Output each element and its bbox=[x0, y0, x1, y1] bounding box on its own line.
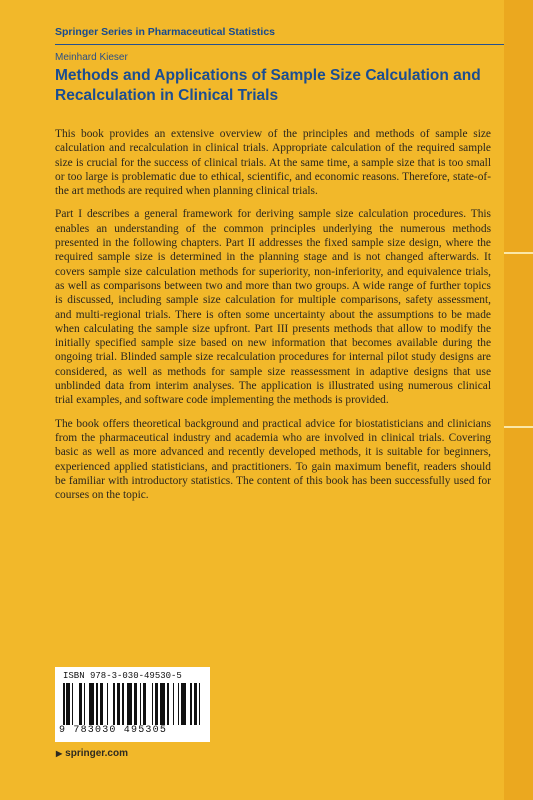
isbn-barcode bbox=[55, 667, 210, 742]
barcode-bar bbox=[127, 683, 132, 725]
publisher-website[interactable] bbox=[56, 748, 128, 759]
arrow-right-icon: ▶ bbox=[56, 749, 63, 758]
book-title-line: Methods and Applications of Sample Size Calculation and bbox=[55, 67, 481, 84]
header-rule bbox=[55, 44, 504, 45]
book-title-line: Recalculation in Clinical Trials bbox=[55, 87, 279, 104]
website-label: springer.com bbox=[65, 748, 128, 759]
barcode-bar bbox=[194, 683, 197, 725]
barcode-bar bbox=[173, 683, 175, 725]
barcode-bar bbox=[178, 683, 180, 725]
barcode-bar bbox=[100, 683, 103, 725]
barcode-bar bbox=[160, 683, 165, 725]
barcode-bar bbox=[66, 683, 69, 725]
barcode-bar bbox=[190, 683, 192, 725]
blurb-text bbox=[55, 127, 491, 511]
book-title bbox=[55, 66, 495, 106]
barcode-digits: 9 783030 495305 bbox=[59, 725, 168, 736]
barcode-bar bbox=[79, 683, 82, 725]
strip-band bbox=[504, 426, 533, 428]
barcode-bar bbox=[107, 683, 109, 725]
barcode-bar bbox=[89, 683, 94, 725]
barcode-bar bbox=[134, 683, 137, 725]
barcode-bar bbox=[117, 683, 120, 725]
barcode-bar bbox=[63, 683, 65, 725]
barcode-bar bbox=[72, 683, 74, 725]
barcode-bar bbox=[155, 683, 158, 725]
barcode-bar bbox=[167, 683, 169, 725]
barcode-bar bbox=[84, 683, 86, 725]
isbn-label: ISBN 978-3-030-49530-5 bbox=[63, 671, 182, 681]
author-name: Meinhard Kieser bbox=[55, 52, 128, 63]
series-title: Springer Series in Pharmaceutical Statistics bbox=[55, 26, 276, 38]
blurb-paragraph: The book offers theoretical background and practical advice for biostatisticians and clinicians from the pharmaceutical industry and academia who are involved in clinical trials. Covering basic as well as more advanced and recently developed methods, it is suitable for beginners, experienced applied statisticians, and practitioners. To gain maximum benefit, readers should be familiar with introductory statistics. The content of this book has been successfully used for courses on the topic. bbox=[55, 417, 491, 502]
barcode-bar bbox=[199, 683, 201, 725]
side-color-strip bbox=[504, 0, 533, 800]
blurb-paragraph: This book provides an extensive overview of the principles and methods of sample size calculation and recalculation in clinical trials. Appropriate calculation of the required sample size is crucial for the success of clinical trials. At the same time, a sample size that is too small or too large is problematic due to ethical, scientific, and economic reasons. Therefore, state-of-the art methods are required when planning clinical trials. bbox=[55, 128, 491, 198]
barcode-bar bbox=[152, 683, 154, 725]
barcode-bars bbox=[63, 683, 204, 725]
barcode-bar bbox=[143, 683, 146, 725]
blurb-paragraph: Part I describes a general framework for deriving sample size calculation procedures. This enables an understanding of the common principles underlying the numerous methods presented in the following chapters. Part II addresses the fixed sample size design, where the required sample size is determined in the planning stage and is not changed afterwards. It covers sample size calculation methods for superiority, non-inferiority, and equivalence trials, as well as comparisons between two and more than two groups. A wide range of further topics is discussed, including sample size calculation for multiple comparisons, safety assessment, and multi-regional trials. There is often some uncertainty about the assumptions to be made when calculating the sample size upfront. Part III presents methods that allow to modify the initially specified sample size based on new information that becomes available during the ongoing trial. Blinded sample size recalculation procedures for internal pilot study designs are considered, as well as methods for sample size reassessment in adaptive designs that use unblinded data from interim analyses. The application is illustrated using numerous clinical trial examples, and software code implementing the methods is provided. bbox=[55, 208, 491, 407]
barcode-bar bbox=[122, 683, 124, 725]
barcode-bar bbox=[140, 683, 142, 725]
barcode-bar bbox=[113, 683, 115, 725]
strip-band bbox=[504, 252, 533, 254]
barcode-bar bbox=[181, 683, 186, 725]
barcode-bar bbox=[96, 683, 98, 725]
